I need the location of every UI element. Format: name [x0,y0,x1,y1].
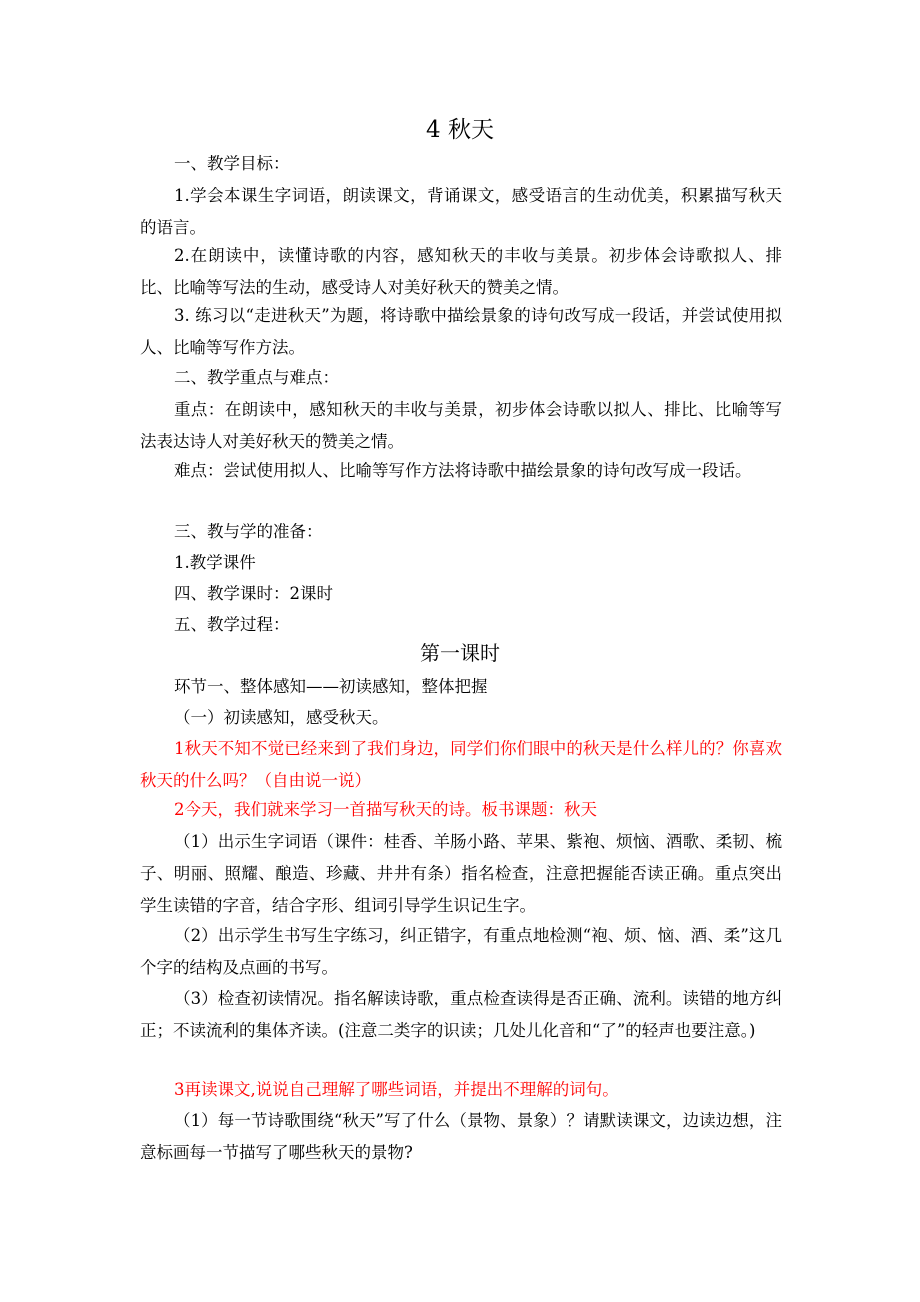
key-heading: 二、教学重点与难点： [174,368,339,387]
step-4: （1）每一节诗歌围绕“秋天”写了什么（景物、景象）？请默读课文，边读边想，注意标画每一节描写了哪些秋天的景物? [140,1111,782,1162]
goals-heading: 一、教学目标： [174,154,290,173]
goal-1: 1.学会本课生字词语，朗读课文，背诵课文，感受语言的生动优美，积累描写秋天的语言。 [140,186,782,237]
step-3: （3）检查初读情况。指名解读诗歌，重点检查读得是否正确、流利。读错的地方纠正；不读流利的集体齐读。(注意二类字的识读；几处儿化音和“了”的轻声也要注意。) [140,989,782,1040]
step-1: （1）出示生字词语（课件：桂香、羊肠小路、苹果、紫袍、烦恼、酒歌、柔韧、梳子、明丽、照耀、酿造、珍藏、井井有条）指名检查，注意把握能否读正确。重点突出学生读错的字音，结合字形、组词引导学生识记生字。 [140,832,782,915]
goal-2: 2.在朗读中，读懂诗歌的内容，感知秋天的丰收与美景。初步体会诗歌拟人、排比、比喻等写法的生动，感受诗人对美好秋天的赞美之情。 [140,246,782,297]
goal-3: 3. 练习以“走进秋天”为题，将诗歌中描绘景象的诗句改写成一段话，并尝试使用拟人、比喻等写作方法。 [140,306,782,357]
sub-section-1: （一）初读感知，感受秋天。 [174,708,389,727]
prep-item-1: 1.教学课件 [174,553,256,572]
lesson-title: 第一课时 [420,641,500,665]
process-heading: 五、教学过程： [174,615,290,634]
teaching-hours: 四、教学课时：2课时 [174,584,333,603]
red-paragraph-1: 1秋天不知不觉已经来到了我们身边，同学们你们眼中的秋天是什么样儿的？你喜欢秋天的什么吗？（自由说一说） [140,739,782,790]
section-1-heading: 环节一、整体感知——初读感知，整体把握 [174,677,488,696]
difficult-point: 难点：尝试使用拟人、比喻等写作方法将诗歌中描绘景象的诗句改写成一段话。 [174,461,752,480]
step-2: （2）出示学生书写生字练习，纠正错字，有重点地检测“袍、烦、恼、酒、柔”这几个字的结构及点画的书写。 [140,926,782,977]
document-title: 4 秋天 [426,117,494,143]
key-point: 重点：在朗读中，感知秋天的丰收与美景，初步体会诗歌以拟人、排比、比喻等写法表达诗人对美好秋天的赞美之情。 [140,400,782,451]
red-paragraph-2: 2今天，我们就来学习一首描写秋天的诗。板书课题：秋天 [174,800,597,819]
red-paragraph-3: 3再读课文,说说自己理解了哪些词语，并提出不理解的词句。 [174,1080,619,1099]
prep-heading: 三、教与学的准备： [174,522,323,541]
